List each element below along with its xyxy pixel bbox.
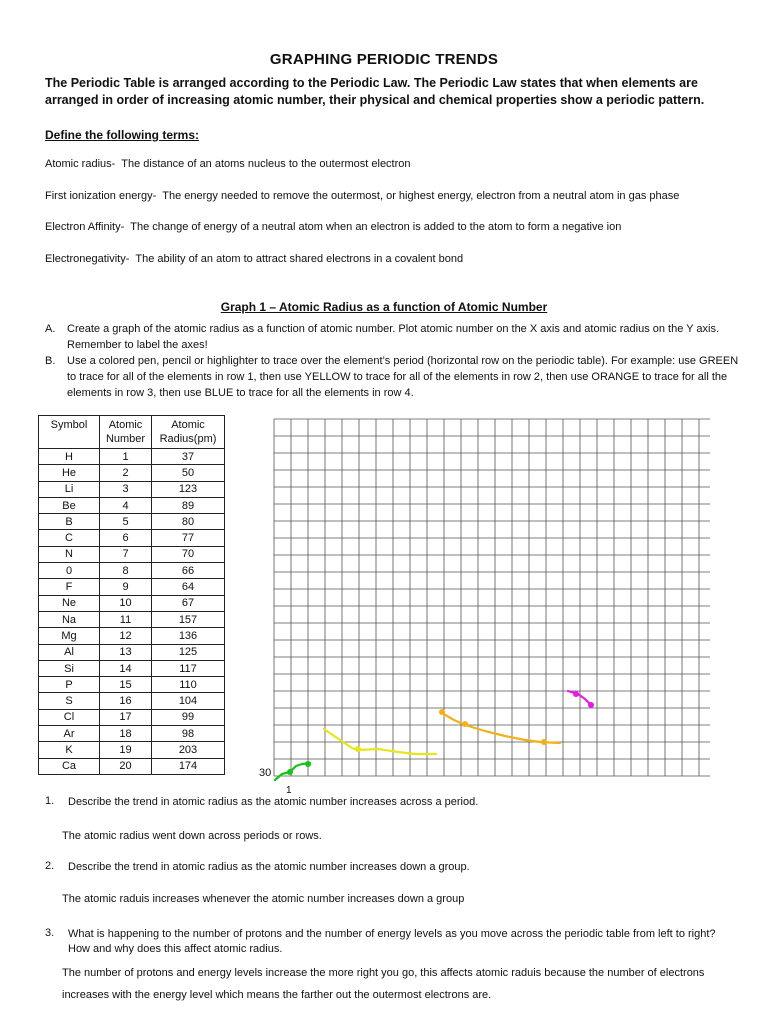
definition-text: The distance of an atoms nucleus to the outermost electron	[121, 158, 411, 170]
cell-atomic-radius: 80	[152, 514, 225, 530]
definition-text: The energy needed to remove the outermost, or highest energy, electron from a neutral atom in gas phase	[162, 190, 680, 202]
cell-symbol: F	[39, 579, 100, 595]
worksheet-title: GRAPHING PERIODIC TRENDS	[269, 51, 499, 68]
cell-atomic-number: 13	[100, 644, 152, 660]
table-row	[39, 709, 225, 725]
table-header-row	[39, 416, 225, 449]
table-row	[39, 611, 225, 627]
trace-period-1-point	[305, 761, 311, 767]
cell-atomic-radius: 125	[152, 644, 225, 660]
table-row	[39, 497, 225, 513]
x-axis-start-label: 1	[286, 785, 292, 796]
cell-symbol: Na	[39, 611, 100, 627]
cell-atomic-number: 20	[100, 758, 152, 774]
cell-atomic-radius: 157	[152, 611, 225, 627]
answer-2: The atomic raduis increases whenever the atomic number increases down a group	[62, 893, 465, 905]
cell-symbol: Cl	[39, 709, 100, 725]
question-number: 2.	[45, 860, 55, 872]
cell-atomic-radius: 37	[152, 449, 225, 465]
trace-period-3-point	[439, 709, 445, 715]
definition-term: Electron Affinity-	[45, 221, 125, 233]
instruction-b	[45, 353, 739, 401]
cell-atomic-radius: 110	[152, 677, 225, 693]
grid-lines	[274, 419, 710, 776]
cell-atomic-number: 5	[100, 514, 152, 530]
cell-symbol: Li	[39, 481, 100, 497]
definition-text: The change of energy of a neutral atom when an electron is added to the atom to form a negative ion	[130, 221, 622, 233]
cell-atomic-radius: 99	[152, 709, 225, 725]
table-row	[39, 563, 225, 579]
cell-symbol: Mg	[39, 628, 100, 644]
element-data-table	[38, 415, 225, 775]
question-number: 1.	[45, 795, 55, 807]
trace-period-2	[324, 729, 436, 754]
header-atomic-radius: Atomic Radius(pm)	[152, 416, 225, 449]
cell-atomic-number: 15	[100, 677, 152, 693]
cell-symbol: Si	[39, 660, 100, 676]
cell-atomic-number: 14	[100, 660, 152, 676]
cell-atomic-radius: 136	[152, 628, 225, 644]
question-text: Describe the trend in atomic radius as the atomic number increases down a group.	[68, 861, 470, 873]
trace-period-4-point	[573, 691, 579, 697]
intro-paragraph: The Periodic Table is arranged according to the Periodic Law. The Periodic Law states that when elements are arranged in order of increasing atomic number, their physical and chemical properties show a periodic pattern.	[45, 76, 705, 107]
question-1	[45, 795, 735, 811]
definition-term: Electronegativity-	[45, 253, 130, 265]
table-row	[39, 514, 225, 530]
cell-atomic-radius: 64	[152, 579, 225, 595]
instruction-text: Create a graph of the atomic radius as a function of atomic number. Plot atomic number on the X axis and atomic radius on the Y axis. Remember to label the axes!	[67, 323, 720, 351]
table-row	[39, 595, 225, 611]
cell-atomic-radius: 89	[152, 497, 225, 513]
definition-electron-affinity	[45, 221, 621, 233]
trace-period-3-point	[541, 739, 547, 745]
header-atomic-number: Atomic Number	[100, 416, 152, 449]
trace-period-1-point	[287, 769, 293, 775]
instruction-a	[45, 321, 735, 353]
question-2	[45, 860, 735, 876]
graph-grid	[270, 418, 710, 788]
cell-atomic-number: 16	[100, 693, 152, 709]
cell-atomic-radius: 70	[152, 546, 225, 562]
table-row	[39, 693, 225, 709]
cell-symbol: N	[39, 546, 100, 562]
cell-atomic-number: 11	[100, 611, 152, 627]
trace-period-3	[442, 713, 560, 743]
cell-symbol: B	[39, 514, 100, 530]
instruction-text: Use a colored pen, pencil or highlighter to trace over the element’s period (horizontal row on the periodic table). For example: use GREEN to trace for all of the elements in row 1, then use YELLOW to trace for all of the elements in row 2, then use ORANGE to trace for all the elements in row 3, then use BLUE to trace for all the elements in row 4.	[67, 355, 739, 399]
table-row	[39, 677, 225, 693]
trace-period-3-point	[462, 721, 468, 727]
cell-atomic-radius: 123	[152, 481, 225, 497]
question-number: 3.	[45, 927, 55, 939]
cell-symbol: He	[39, 465, 100, 481]
cell-symbol: 0	[39, 563, 100, 579]
table-row	[39, 644, 225, 660]
cell-atomic-number: 7	[100, 546, 152, 562]
table-row	[39, 530, 225, 546]
question-text: Describe the trend in atomic radius as the atomic number increases across a period.	[68, 796, 479, 808]
instruction-letter: A.	[45, 323, 56, 335]
table-row	[39, 465, 225, 481]
cell-symbol: S	[39, 693, 100, 709]
cell-symbol: Ne	[39, 595, 100, 611]
table-row	[39, 481, 225, 497]
trace-period-4-point	[588, 702, 594, 708]
cell-atomic-radius: 50	[152, 465, 225, 481]
instruction-letter: B.	[45, 355, 56, 367]
cell-atomic-number: 2	[100, 465, 152, 481]
cell-atomic-number: 17	[100, 709, 152, 725]
cell-atomic-radius: 77	[152, 530, 225, 546]
cell-atomic-radius: 174	[152, 758, 225, 774]
cell-symbol: C	[39, 530, 100, 546]
cell-atomic-number: 19	[100, 742, 152, 758]
cell-atomic-number: 1	[100, 449, 152, 465]
cell-atomic-number: 12	[100, 628, 152, 644]
cell-symbol: Ar	[39, 726, 100, 742]
table-row	[39, 726, 225, 742]
cell-symbol: Ca	[39, 758, 100, 774]
cell-atomic-radius: 117	[152, 660, 225, 676]
cell-atomic-number: 18	[100, 726, 152, 742]
cell-symbol: P	[39, 677, 100, 693]
definition-electronegativity	[45, 253, 463, 265]
cell-atomic-radius: 203	[152, 742, 225, 758]
answer-3: The number of protons and energy levels increase the more right you go, this affects atomic raduis because the number of electrons increases with the energy level which means the farther out the outermost electrons are.	[62, 967, 705, 1001]
cell-symbol: Be	[39, 497, 100, 513]
cell-atomic-number: 10	[100, 595, 152, 611]
cell-atomic-number: 9	[100, 579, 152, 595]
answer-1: The atomic radius went down across periods or rows.	[62, 830, 322, 842]
cell-atomic-radius: 66	[152, 563, 225, 579]
definition-atomic-radius	[45, 158, 411, 170]
cell-atomic-number: 4	[100, 497, 152, 513]
definition-term: Atomic radius-	[45, 158, 116, 170]
definition-text: The ability of an atom to attract shared electrons in a covalent bond	[135, 253, 464, 265]
graph-title: Graph 1 – Atomic Radius as a function of Atomic Number	[220, 300, 548, 314]
cell-atomic-radius: 98	[152, 726, 225, 742]
cell-atomic-number: 8	[100, 563, 152, 579]
table-row	[39, 449, 225, 465]
header-symbol: Symbol	[39, 416, 100, 449]
table-row	[39, 742, 225, 758]
cell-symbol: H	[39, 449, 100, 465]
question-text: What is happening to the number of protons and the number of energy levels as you move across the periodic table from left to right? How and why does this affect atomic radius.	[68, 928, 716, 955]
cell-atomic-radius: 104	[152, 693, 225, 709]
table-row	[39, 628, 225, 644]
definition-ionization-energy	[45, 190, 679, 202]
cell-atomic-number: 3	[100, 481, 152, 497]
define-heading: Define the following terms:	[45, 128, 200, 142]
y-axis-start-label: 30	[259, 767, 272, 779]
table-row	[39, 579, 225, 595]
table-row	[39, 546, 225, 562]
definition-term: First ionization energy-	[45, 190, 157, 202]
question-3	[45, 927, 735, 959]
table-row	[39, 758, 225, 774]
cell-symbol: Al	[39, 644, 100, 660]
cell-atomic-radius: 67	[152, 595, 225, 611]
trace-period-2-point	[355, 746, 361, 752]
table-row	[39, 660, 225, 676]
cell-atomic-number: 6	[100, 530, 152, 546]
cell-symbol: K	[39, 742, 100, 758]
